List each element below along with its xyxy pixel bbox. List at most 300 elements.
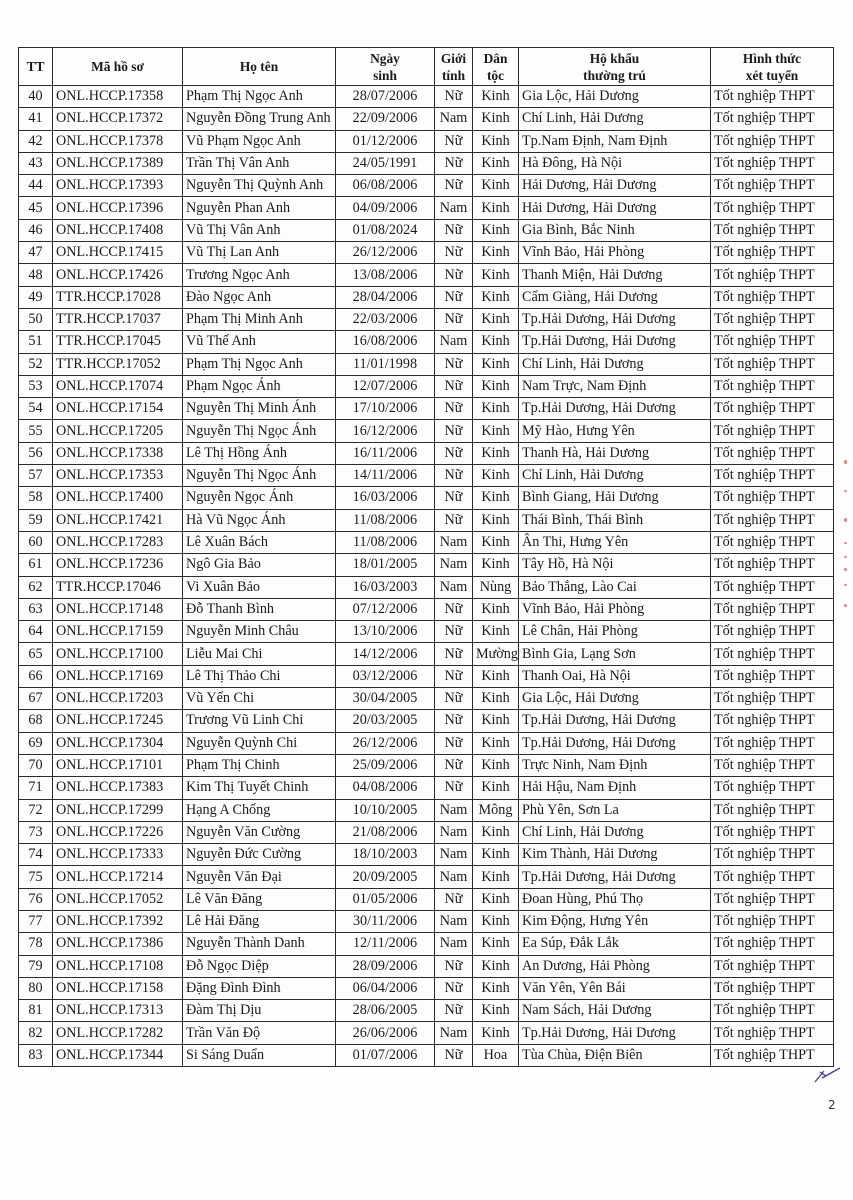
table-row [19, 375, 834, 397]
table-row [19, 710, 834, 732]
application-code-cell: ONL.HCCP.17108 [53, 955, 183, 977]
date-of-birth-cell: 18/10/2003 [336, 844, 435, 866]
header-code: Mã hồ sơ [53, 48, 183, 86]
table-row [19, 955, 834, 977]
permanent-address-cell: Chí Linh, Hải Dương [519, 108, 711, 130]
gender-cell: Nữ [435, 308, 473, 330]
admission-method-cell: Tốt nghiệp THPT [711, 219, 834, 241]
page-number: 2 [828, 1098, 836, 1112]
table-row [19, 509, 834, 531]
gender-cell: Nam [435, 799, 473, 821]
row-number-cell: 58 [19, 487, 53, 509]
ethnicity-cell: Kinh [473, 910, 519, 932]
ethnicity-cell: Kinh [473, 219, 519, 241]
permanent-address-cell: Kim Thành, Hải Dương [519, 844, 711, 866]
row-number-cell: 68 [19, 710, 53, 732]
date-of-birth-cell: 26/12/2006 [336, 732, 435, 754]
date-of-birth-cell: 26/12/2006 [336, 242, 435, 264]
date-of-birth-cell: 28/09/2006 [336, 955, 435, 977]
gender-cell: Nữ [435, 955, 473, 977]
application-code-cell: ONL.HCCP.17299 [53, 799, 183, 821]
header-name: Họ tên [183, 48, 336, 86]
table-row [19, 888, 834, 910]
gender-cell: Nữ [435, 242, 473, 264]
gender-cell: Nam [435, 821, 473, 843]
table-row [19, 1044, 834, 1066]
row-number-cell: 51 [19, 331, 53, 353]
row-number-cell: 81 [19, 1000, 53, 1022]
row-number-cell: 54 [19, 398, 53, 420]
date-of-birth-cell: 16/08/2006 [336, 331, 435, 353]
ethnicity-cell: Kinh [473, 175, 519, 197]
row-number-cell: 71 [19, 777, 53, 799]
date-of-birth-cell: 06/04/2006 [336, 977, 435, 999]
table-row [19, 621, 834, 643]
ethnicity-cell: Kinh [473, 286, 519, 308]
table-row [19, 264, 834, 286]
permanent-address-cell: Tây Hồ, Hà Nội [519, 554, 711, 576]
permanent-address-cell: Nam Sách, Hải Dương [519, 1000, 711, 1022]
admission-method-cell: Tốt nghiệp THPT [711, 665, 834, 687]
admission-method-cell: Tốt nghiệp THPT [711, 844, 834, 866]
permanent-address-cell: Gia Lộc, Hải Dương [519, 688, 711, 710]
ethnicity-cell: Kinh [473, 955, 519, 977]
applicant-table [18, 47, 834, 1067]
full-name-cell: Vũ Yến Chi [183, 688, 336, 710]
ethnicity-cell: Kinh [473, 554, 519, 576]
permanent-address-cell: Trực Ninh, Nam Định [519, 754, 711, 776]
full-name-cell: Phạm Thị Ngọc Anh [183, 86, 336, 108]
gender-cell: Nữ [435, 398, 473, 420]
admission-method-cell: Tốt nghiệp THPT [711, 688, 834, 710]
ethnicity-cell: Kinh [473, 442, 519, 464]
table-row [19, 866, 834, 888]
date-of-birth-cell: 16/11/2006 [336, 442, 435, 464]
application-code-cell: ONL.HCCP.17159 [53, 621, 183, 643]
application-code-cell: ONL.HCCP.17344 [53, 1044, 183, 1066]
gender-cell: Nữ [435, 777, 473, 799]
ethnicity-cell: Kinh [473, 487, 519, 509]
full-name-cell: Đỗ Thanh Bình [183, 598, 336, 620]
ethnicity-cell: Kinh [473, 398, 519, 420]
application-code-cell: ONL.HCCP.17304 [53, 732, 183, 754]
gender-cell: Nam [435, 554, 473, 576]
ethnicity-cell: Kinh [473, 977, 519, 999]
permanent-address-cell: Tp.Hải Dương, Hải Dương [519, 308, 711, 330]
ethnicity-cell: Kinh [473, 197, 519, 219]
full-name-cell: Trần Văn Độ [183, 1022, 336, 1044]
full-name-cell: Nguyễn Minh Châu [183, 621, 336, 643]
ethnicity-cell: Kinh [473, 710, 519, 732]
date-of-birth-cell: 26/06/2006 [336, 1022, 435, 1044]
table-row [19, 331, 834, 353]
full-name-cell: Vũ Thị Lan Anh [183, 242, 336, 264]
gender-cell: Nam [435, 576, 473, 598]
table-row [19, 152, 834, 174]
header-sex: Giới tính [435, 48, 473, 86]
ethnicity-cell: Kinh [473, 732, 519, 754]
permanent-address-cell: An Dương, Hải Phòng [519, 955, 711, 977]
application-code-cell: ONL.HCCP.17205 [53, 420, 183, 442]
admission-method-cell: Tốt nghiệp THPT [711, 130, 834, 152]
gender-cell: Nam [435, 866, 473, 888]
date-of-birth-cell: 20/03/2005 [336, 710, 435, 732]
permanent-address-cell: Hải Dương, Hải Dương [519, 175, 711, 197]
date-of-birth-cell: 28/04/2006 [336, 286, 435, 308]
row-number-cell: 53 [19, 375, 53, 397]
application-code-cell: ONL.HCCP.17333 [53, 844, 183, 866]
gender-cell: Nữ [435, 643, 473, 665]
full-name-cell: Đỗ Ngọc Diệp [183, 955, 336, 977]
gender-cell: Nữ [435, 86, 473, 108]
application-code-cell: ONL.HCCP.17358 [53, 86, 183, 108]
date-of-birth-cell: 22/03/2006 [336, 308, 435, 330]
date-of-birth-cell: 10/10/2005 [336, 799, 435, 821]
gender-cell: Nam [435, 910, 473, 932]
table-row [19, 286, 834, 308]
row-number-cell: 61 [19, 554, 53, 576]
permanent-address-cell: Bình Gia, Lạng Sơn [519, 643, 711, 665]
gender-cell: Nam [435, 531, 473, 553]
ethnicity-cell: Kinh [473, 242, 519, 264]
admission-method-cell: Tốt nghiệp THPT [711, 152, 834, 174]
row-number-cell: 70 [19, 754, 53, 776]
ethnicity-cell: Nùng [473, 576, 519, 598]
permanent-address-cell: Vĩnh Bảo, Hải Phòng [519, 598, 711, 620]
admission-method-cell: Tốt nghiệp THPT [711, 487, 834, 509]
gender-cell: Nữ [435, 509, 473, 531]
application-code-cell: ONL.HCCP.17283 [53, 531, 183, 553]
permanent-address-cell: Bảo Thắng, Lào Cai [519, 576, 711, 598]
date-of-birth-cell: 16/03/2006 [336, 487, 435, 509]
application-code-cell: ONL.HCCP.17203 [53, 688, 183, 710]
application-code-cell: ONL.HCCP.17421 [53, 509, 183, 531]
ethnicity-cell: Kinh [473, 331, 519, 353]
application-code-cell: ONL.HCCP.17338 [53, 442, 183, 464]
application-code-cell: ONL.HCCP.17386 [53, 933, 183, 955]
row-number-cell: 44 [19, 175, 53, 197]
full-name-cell: Vi Xuân Bảo [183, 576, 336, 598]
application-code-cell: ONL.HCCP.17282 [53, 1022, 183, 1044]
permanent-address-cell: Thanh Hà, Hải Dương [519, 442, 711, 464]
table-row [19, 977, 834, 999]
ethnicity-cell: Kinh [473, 130, 519, 152]
row-number-cell: 42 [19, 130, 53, 152]
permanent-address-cell: Tp.Hải Dương, Hải Dương [519, 866, 711, 888]
full-name-cell: Nguyễn Thị Minh Ánh [183, 398, 336, 420]
application-code-cell: TTR.HCCP.17037 [53, 308, 183, 330]
full-name-cell: Nguyễn Thị Ngọc Ánh [183, 465, 336, 487]
admission-method-cell: Tốt nghiệp THPT [711, 1044, 834, 1066]
admission-method-cell: Tốt nghiệp THPT [711, 398, 834, 420]
ethnicity-cell: Kinh [473, 353, 519, 375]
permanent-address-cell: Tùa Chùa, Điện Biên [519, 1044, 711, 1066]
table-row [19, 821, 834, 843]
ethnicity-cell: Kinh [473, 152, 519, 174]
date-of-birth-cell: 16/12/2006 [336, 420, 435, 442]
gender-cell: Nữ [435, 487, 473, 509]
header-ethnicity: Dân tộc [473, 48, 519, 86]
row-number-cell: 66 [19, 665, 53, 687]
row-number-cell: 62 [19, 576, 53, 598]
admission-method-cell: Tốt nghiệp THPT [711, 1000, 834, 1022]
full-name-cell: Nguyễn Văn Cường [183, 821, 336, 843]
date-of-birth-cell: 28/06/2005 [336, 1000, 435, 1022]
table-row [19, 398, 834, 420]
ethnicity-cell: Kinh [473, 509, 519, 531]
application-code-cell: ONL.HCCP.17214 [53, 866, 183, 888]
application-code-cell: ONL.HCCP.17074 [53, 375, 183, 397]
date-of-birth-cell: 13/10/2006 [336, 621, 435, 643]
date-of-birth-cell: 04/09/2006 [336, 197, 435, 219]
application-code-cell: ONL.HCCP.17169 [53, 665, 183, 687]
date-of-birth-cell: 13/08/2006 [336, 264, 435, 286]
row-number-cell: 60 [19, 531, 53, 553]
gender-cell: Nữ [435, 152, 473, 174]
ethnicity-cell: Kinh [473, 688, 519, 710]
row-number-cell: 73 [19, 821, 53, 843]
permanent-address-cell: Chí Linh, Hải Dương [519, 821, 711, 843]
row-number-cell: 72 [19, 799, 53, 821]
admission-method-cell: Tốt nghiệp THPT [711, 888, 834, 910]
row-number-cell: 49 [19, 286, 53, 308]
row-number-cell: 48 [19, 264, 53, 286]
full-name-cell: Phạm Thị Minh Anh [183, 308, 336, 330]
row-number-cell: 65 [19, 643, 53, 665]
application-code-cell: ONL.HCCP.17158 [53, 977, 183, 999]
application-code-cell: ONL.HCCP.17426 [53, 264, 183, 286]
full-name-cell: Đàm Thị Dịu [183, 1000, 336, 1022]
gender-cell: Nữ [435, 621, 473, 643]
full-name-cell: Vũ Thế Anh [183, 331, 336, 353]
permanent-address-cell: Phù Yên, Sơn La [519, 799, 711, 821]
application-code-cell: ONL.HCCP.17415 [53, 242, 183, 264]
admission-method-cell: Tốt nghiệp THPT [711, 643, 834, 665]
full-name-cell: Nguyễn Thành Danh [183, 933, 336, 955]
date-of-birth-cell: 11/08/2006 [336, 531, 435, 553]
permanent-address-cell: Tp.Hải Dương, Hải Dương [519, 398, 711, 420]
ethnicity-cell: Kinh [473, 86, 519, 108]
row-number-cell: 59 [19, 509, 53, 531]
admission-method-cell: Tốt nghiệp THPT [711, 799, 834, 821]
full-name-cell: Nguyễn Thị Quỳnh Anh [183, 175, 336, 197]
ethnicity-cell: Mường [473, 643, 519, 665]
full-name-cell: Trương Ngọc Anh [183, 264, 336, 286]
date-of-birth-cell: 01/05/2006 [336, 888, 435, 910]
row-number-cell: 76 [19, 888, 53, 910]
permanent-address-cell: Tp.Nam Định, Nam Định [519, 130, 711, 152]
application-code-cell: ONL.HCCP.17100 [53, 643, 183, 665]
ethnicity-cell: Mông [473, 799, 519, 821]
table-row [19, 531, 834, 553]
gender-cell: Nữ [435, 710, 473, 732]
application-code-cell: ONL.HCCP.17353 [53, 465, 183, 487]
row-number-cell: 80 [19, 977, 53, 999]
permanent-address-cell: Chí Linh, Hải Dương [519, 465, 711, 487]
gender-cell: Nữ [435, 1044, 473, 1066]
gender-cell: Nam [435, 108, 473, 130]
admission-method-cell: Tốt nghiệp THPT [711, 754, 834, 776]
gender-cell: Nữ [435, 219, 473, 241]
ethnicity-cell: Kinh [473, 598, 519, 620]
full-name-cell: Si Sáng Duẩn [183, 1044, 336, 1066]
gender-cell: Nữ [435, 286, 473, 308]
date-of-birth-cell: 28/07/2006 [336, 86, 435, 108]
admission-method-cell: Tốt nghiệp THPT [711, 866, 834, 888]
signature-mark [812, 1066, 842, 1084]
gender-cell: Nữ [435, 688, 473, 710]
row-number-cell: 40 [19, 86, 53, 108]
admission-method-cell: Tốt nghiệp THPT [711, 598, 834, 620]
full-name-cell: Hà Vũ Ngọc Ánh [183, 509, 336, 531]
full-name-cell: Đặng Đình Đình [183, 977, 336, 999]
ethnicity-cell: Kinh [473, 866, 519, 888]
header-address: Hộ khẩu thường trú [519, 48, 711, 86]
row-number-cell: 83 [19, 1044, 53, 1066]
gender-cell: Nam [435, 844, 473, 866]
permanent-address-cell: Thanh Miện, Hải Dương [519, 264, 711, 286]
application-code-cell: ONL.HCCP.17236 [53, 554, 183, 576]
admission-method-cell: Tốt nghiệp THPT [711, 242, 834, 264]
full-name-cell: Nguyễn Phan Anh [183, 197, 336, 219]
application-code-cell: ONL.HCCP.17372 [53, 108, 183, 130]
table-row [19, 1000, 834, 1022]
gender-cell: Nữ [435, 442, 473, 464]
gender-cell: Nữ [435, 375, 473, 397]
date-of-birth-cell: 20/09/2005 [336, 866, 435, 888]
ethnicity-cell: Kinh [473, 933, 519, 955]
table-row [19, 442, 834, 464]
table-row [19, 86, 834, 108]
full-name-cell: Lê Văn Đăng [183, 888, 336, 910]
admission-method-cell: Tốt nghiệp THPT [711, 910, 834, 932]
date-of-birth-cell: 16/03/2003 [336, 576, 435, 598]
table-row [19, 799, 834, 821]
admission-method-cell: Tốt nghiệp THPT [711, 286, 834, 308]
full-name-cell: Liễu Mai Chi [183, 643, 336, 665]
gender-cell: Nữ [435, 353, 473, 375]
table-row [19, 308, 834, 330]
table-row [19, 1022, 834, 1044]
gender-cell: Nữ [435, 420, 473, 442]
ethnicity-cell: Kinh [473, 621, 519, 643]
admission-method-cell: Tốt nghiệp THPT [711, 509, 834, 531]
row-number-cell: 45 [19, 197, 53, 219]
ethnicity-cell: Kinh [473, 665, 519, 687]
table-row [19, 576, 834, 598]
table-row [19, 910, 834, 932]
row-number-cell: 74 [19, 844, 53, 866]
row-number-cell: 55 [19, 420, 53, 442]
admission-method-cell: Tốt nghiệp THPT [711, 175, 834, 197]
full-name-cell: Kim Thị Tuyết Chinh [183, 777, 336, 799]
date-of-birth-cell: 11/08/2006 [336, 509, 435, 531]
date-of-birth-cell: 06/08/2006 [336, 175, 435, 197]
gender-cell: Nữ [435, 754, 473, 776]
admission-method-cell: Tốt nghiệp THPT [711, 955, 834, 977]
row-number-cell: 67 [19, 688, 53, 710]
permanent-address-cell: Gia Bình, Bắc Ninh [519, 219, 711, 241]
table-row [19, 197, 834, 219]
admission-method-cell: Tốt nghiệp THPT [711, 732, 834, 754]
admission-method-cell: Tốt nghiệp THPT [711, 1022, 834, 1044]
admission-method-cell: Tốt nghiệp THPT [711, 308, 834, 330]
date-of-birth-cell: 01/12/2006 [336, 130, 435, 152]
full-name-cell: Lê Hải Đăng [183, 910, 336, 932]
gender-cell: Nam [435, 331, 473, 353]
full-name-cell: Lê Xuân Bách [183, 531, 336, 553]
permanent-address-cell: Nam Trực, Nam Định [519, 375, 711, 397]
application-code-cell: TTR.HCCP.17045 [53, 331, 183, 353]
application-code-cell: ONL.HCCP.17383 [53, 777, 183, 799]
date-of-birth-cell: 18/01/2005 [336, 554, 435, 576]
gender-cell: Nữ [435, 175, 473, 197]
full-name-cell: Trương Vũ Linh Chi [183, 710, 336, 732]
permanent-address-cell: Thanh Oai, Hà Nội [519, 665, 711, 687]
full-name-cell: Trần Thị Vân Anh [183, 152, 336, 174]
admission-method-cell: Tốt nghiệp THPT [711, 375, 834, 397]
row-number-cell: 64 [19, 621, 53, 643]
full-name-cell: Nguyễn Đồng Trung Anh [183, 108, 336, 130]
permanent-address-cell: Lê Chân, Hải Phòng [519, 621, 711, 643]
table-body [19, 86, 834, 1067]
permanent-address-cell: Bình Giang, Hải Dương [519, 487, 711, 509]
full-name-cell: Nguyễn Ngọc Ánh [183, 487, 336, 509]
application-code-cell: ONL.HCCP.17245 [53, 710, 183, 732]
full-name-cell: Phạm Ngọc Ánh [183, 375, 336, 397]
admission-method-cell: Tốt nghiệp THPT [711, 353, 834, 375]
permanent-address-cell: Tp.Hải Dương, Hải Dương [519, 710, 711, 732]
header-dob: Ngày sinh [336, 48, 435, 86]
table-row [19, 175, 834, 197]
full-name-cell: Phạm Thị Chinh [183, 754, 336, 776]
ethnicity-cell: Kinh [473, 465, 519, 487]
application-code-cell: ONL.HCCP.17393 [53, 175, 183, 197]
row-number-cell: 43 [19, 152, 53, 174]
table-row [19, 130, 834, 152]
date-of-birth-cell: 14/12/2006 [336, 643, 435, 665]
row-number-cell: 47 [19, 242, 53, 264]
header-method: Hình thức xét tuyển [711, 48, 834, 86]
gender-cell: Nữ [435, 130, 473, 152]
admission-method-cell: Tốt nghiệp THPT [711, 420, 834, 442]
date-of-birth-cell: 21/08/2006 [336, 821, 435, 843]
full-name-cell: Nguyễn Văn Đại [183, 866, 336, 888]
permanent-address-cell: Gia Lộc, Hải Dương [519, 86, 711, 108]
date-of-birth-cell: 12/07/2006 [336, 375, 435, 397]
ethnicity-cell: Kinh [473, 821, 519, 843]
full-name-cell: Vũ Phạm Ngọc Anh [183, 130, 336, 152]
table-row [19, 688, 834, 710]
date-of-birth-cell: 03/12/2006 [336, 665, 435, 687]
date-of-birth-cell: 25/09/2006 [336, 754, 435, 776]
admission-method-cell: Tốt nghiệp THPT [711, 331, 834, 353]
application-code-cell: ONL.HCCP.17148 [53, 598, 183, 620]
admission-method-cell: Tốt nghiệp THPT [711, 554, 834, 576]
date-of-birth-cell: 12/11/2006 [336, 933, 435, 955]
row-number-cell: 52 [19, 353, 53, 375]
permanent-address-cell: Vĩnh Bảo, Hải Phòng [519, 242, 711, 264]
header-tt: TT [19, 48, 53, 86]
permanent-address-cell: Kim Động, Hưng Yên [519, 910, 711, 932]
ethnicity-cell: Kinh [473, 420, 519, 442]
ethnicity-cell: Kinh [473, 1022, 519, 1044]
gender-cell: Nam [435, 1022, 473, 1044]
gender-cell: Nữ [435, 665, 473, 687]
ethnicity-cell: Kinh [473, 308, 519, 330]
application-code-cell: ONL.HCCP.17052 [53, 888, 183, 910]
table-row [19, 219, 834, 241]
